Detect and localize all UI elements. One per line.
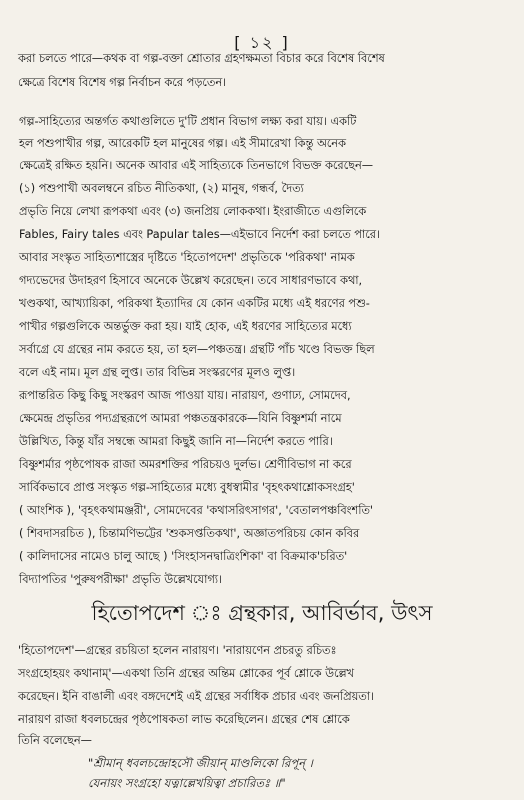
text-line: Fables, Fairy tales এবং Papular tales—এইভাবে নির্দেশ করা চলতে পারে। (19, 228, 381, 241)
text-line: উল্লিখিত, কিন্তু যাঁর সম্বন্ধে আমরা কিছুই জানি না—নির্দেশ করতে পারি। (19, 435, 333, 448)
text-line: হল পশুপাখীর গল্প, আরেকটি হল মানুষের গল্প। এই সীমারেখা কিন্তু অনেক (19, 137, 346, 150)
text-line: বলে এই নাম। মূল গ্রন্থ লুপ্ত। তার বিভিন্ন সংস্করণের মূলও লুপ্ত। (19, 366, 296, 379)
text-line: সার্বিকভাবে প্রাপ্ত সংস্কৃত গল্প-সাহিত্যের মধ্যে বুধস্বামীর 'বৃহৎকথাশ্লোকসংগ্রহ' (19, 481, 355, 494)
text-line: বিষ্ণুশর্মার পৃষ্ঠপোষক রাজা অমরশক্তির পরিচয়ও দুর্লভ। শ্রেণীবিভাগ না করে (19, 458, 352, 471)
page-number: [ ১২ ] (234, 33, 290, 52)
text-line: গল্প-সাহিত্যের অন্তর্গত কথাগুলিতে দু'টি প্রধান বিভাগ লক্ষ্য করা যায়। একটি (19, 115, 357, 128)
text-line: রূপান্তরিত কিছু কিছু সংস্করণ আজ পাওয়া যায়। নারায়ণ, গুণাঢ্য, সোমদেব, (19, 389, 351, 402)
verse-line: যেনায়ং সংগ্রহো যত্নাল্লেখয়িত্বা প্রচারিতঃ ॥" (88, 776, 286, 790)
text-line: প্রভৃতি নিয়ে লেখা রূপকথা এবং (৩) জনপ্রিয় লোককথা। ইংরাজীতে এগুলিকে (19, 205, 367, 218)
text-line: নারায়ণ রাজা ধবলচন্দ্রের পৃষ্ঠপোষকতা লাভ করেছিলেন। গ্রন্থের শেষ শ্লোকে (18, 713, 350, 726)
text-line: করেছেন। ইনি বাঙালী এবং বঙ্গদেশেই এই গ্রন্থের সর্বাধিক প্রচার এবং জনপ্রিয়তা। (18, 690, 375, 703)
text-line: ক্ষেত্রেই রক্ষিত হয়নি। অনেক আবার এই সাহিত্যকে তিনভাগে বিভক্ত করেছেন— (19, 159, 374, 172)
text-line: সংগ্রহোহয়ং কথানাম্'—একথা তিনি গ্রন্থের অন্তিম শ্লোকের পূর্ব শ্লোকে উল্লেখ (18, 667, 354, 680)
text-line: খণ্ডকথা, আখ্যায়িকা, পরিকথা ইত্যাদির যে কোন একটির মধ্যে এই ধরণের পশু- (19, 297, 370, 310)
section-heading: হিতোপদেশ ঃ গ্রন্থকার, আবির্ভাব, উৎস (91, 601, 433, 625)
text-line: ক্ষেমেন্দ্র প্রভৃতির পদ্যগ্রন্থরূপে আমরা পঞ্চতন্ত্রকারকে—যিনি বিষ্ণুশর্মা নামে (19, 412, 342, 425)
text-line: ( কালিদাসের নামেও চালু আছে ) 'সিংহাসনদ্বাত্রিংশিকা' বা বিক্রমাক'চরিত' (19, 550, 348, 563)
text-line: ক্ষেত্রে বিশেষ বিশেষ গল্প নির্বাচন করে পড়তেন। (18, 76, 227, 89)
text-line: করা চলতে পারে—কথক বা গল্প-বক্তা শ্রোতার গ্রহণক্ষমতা বিচার করে বিশেষ বিশেষ (18, 52, 385, 65)
text-line: আবার সংস্কৃত সাহিত্যশাস্ত্রের দৃষ্টিতে 'হিতোপদেশ' প্রভৃতিকে 'পরিকথা' নামক (19, 251, 355, 264)
text-line: ( শিবদাসরচিত ), চিন্তামণিভট্টের 'শুকসপ্ততিকথা', অজ্ঞাতপরিচয় কোন কবির (19, 527, 360, 540)
text-line: পাখীর গল্পগুলিকে অন্তর্ভুক্ত করা হয়। যাই হোক, এই ধরণের সাহিত্যের মধ্যে (19, 320, 352, 333)
verse-line: "শ্রীমান্ ধবলচন্দ্রোহসৌ জীয়ান্ মাণ্ডলিকো রিপূন্ । (88, 756, 313, 770)
text-line: গদ্যভেদের উদাহরণ হিসাবে অনেকে উল্লেখ করেছেন। তবে সাধারণভাবে কথা, (19, 274, 363, 287)
text-line: সর্বাগ্রে যে গ্রন্থের নাম করতে হয়, তা হল—পঞ্চতন্ত্র। গ্রন্থটি পাঁচ খণ্ডে বিভক্ত ছিল (19, 343, 375, 356)
text-line: (১) পশুপাখী অবলম্বনে রচিত নীতিকথা, (২) মানুষ, গন্ধর্ব, দৈত্য (19, 182, 304, 195)
text-line: তিনি বলেছেন— (18, 734, 92, 747)
text-line: ( আংশিক ), 'বৃহৎকথামঞ্জরী', সোমদেবের 'কথাসরিৎসাগর', 'বেতালপঞ্চবিংশতি' (19, 504, 374, 517)
text-line: বিদ্যাপতির 'পুরুষপরীক্ষা' প্রভৃতি উল্লেখযোগ্য। (19, 573, 223, 586)
text-line: 'হিতোপদেশ'—গ্রন্থের রচয়িতা হলেন নারায়ণ। 'নারায়ণেন প্রচরতু রচিতঃ (18, 644, 337, 657)
